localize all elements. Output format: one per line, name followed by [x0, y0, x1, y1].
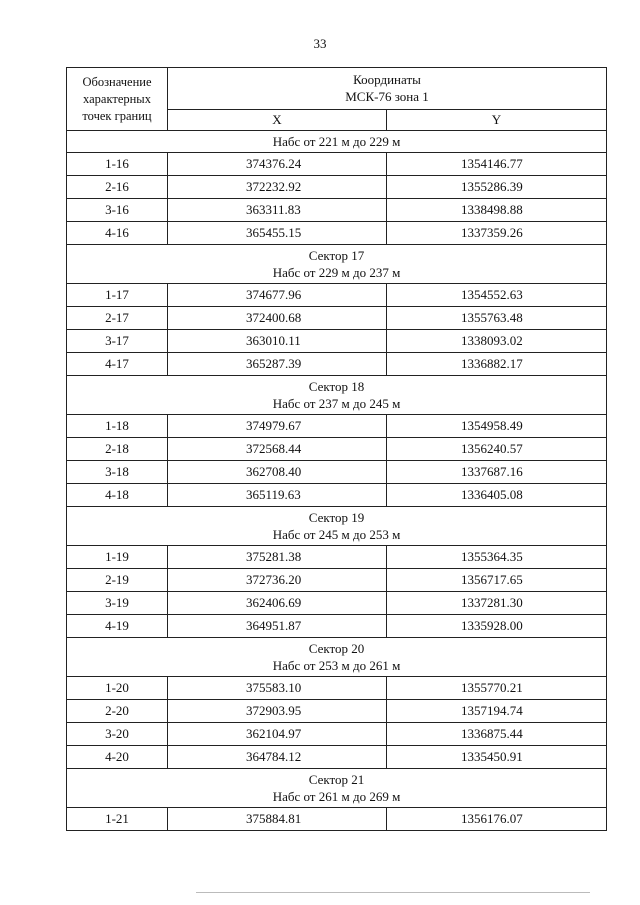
coordinates-header — [168, 68, 607, 110]
section-header-row — [67, 131, 607, 153]
point-cell: 1-21 — [67, 808, 168, 831]
y-coordinate-cell: 1337281.30 — [387, 592, 607, 615]
point-cell: 2-18 — [67, 438, 168, 461]
point-cell: 1-19 — [67, 546, 168, 569]
table-row — [67, 199, 607, 222]
x-coordinate-cell: 365287.39 — [168, 353, 387, 376]
x-coordinate-cell: 362104.97 — [168, 723, 387, 746]
point-cell: 4-16 — [67, 222, 168, 245]
x-coordinate-cell: 372903.95 — [168, 700, 387, 723]
sector-title: Сектор 20 — [308, 641, 365, 656]
table-row — [67, 330, 607, 353]
table-row — [67, 808, 607, 831]
table-row — [67, 307, 607, 330]
y-coordinate-cell: 1338498.88 — [387, 199, 607, 222]
coordinates-table — [66, 67, 607, 831]
y-coordinate-cell: 1354552.63 — [387, 284, 607, 307]
y-coordinate-cell: 1355286.39 — [387, 176, 607, 199]
table-row — [67, 153, 607, 176]
coordinates-title: Координаты — [353, 72, 421, 88]
x-coordinate-cell: 374376.24 — [168, 153, 387, 176]
section-header-row — [67, 507, 607, 546]
section-header — [67, 245, 607, 284]
x-coordinate-cell: 372568.44 — [168, 438, 387, 461]
x-coordinate-cell: 372232.92 — [168, 176, 387, 199]
section-header — [67, 131, 607, 153]
point-designation-header: Обозначение характерных точек границ — [67, 68, 168, 131]
x-coordinate-cell: 362406.69 — [168, 592, 387, 615]
y-coordinate-cell: 1336875.44 — [387, 723, 607, 746]
table-row — [67, 461, 607, 484]
table-row — [67, 546, 607, 569]
x-coordinate-cell: 374979.67 — [168, 415, 387, 438]
table-row — [67, 592, 607, 615]
x-coordinate-cell: 375281.38 — [168, 546, 387, 569]
section-header — [67, 376, 607, 415]
y-coordinate-cell: 1336882.17 — [387, 353, 607, 376]
elevation-range: Набс от 253 м до 261 м — [272, 658, 401, 673]
x-coordinate-cell: 364951.87 — [168, 615, 387, 638]
elevation-range: Набс от 245 м до 253 м — [272, 527, 401, 542]
y-coordinate-cell: 1356176.07 — [387, 808, 607, 831]
y-coordinate-cell: 1335928.00 — [387, 615, 607, 638]
footer-rule — [196, 892, 590, 893]
section-header-row — [67, 638, 607, 677]
point-cell: 2-19 — [67, 569, 168, 592]
point-cell: 2-17 — [67, 307, 168, 330]
table-row — [67, 746, 607, 769]
table-row — [67, 615, 607, 638]
sector-title: Сектор 18 — [308, 379, 365, 394]
point-cell: 1-17 — [67, 284, 168, 307]
point-cell: 3-18 — [67, 461, 168, 484]
section-header — [67, 638, 607, 677]
y-column-header: Y — [387, 109, 607, 130]
section-header-row — [67, 769, 607, 808]
y-coordinate-cell: 1337359.26 — [387, 222, 607, 245]
x-coordinate-cell: 372400.68 — [168, 307, 387, 330]
elevation-range: Набс от 237 м до 245 м — [272, 396, 401, 411]
section-header-row — [67, 245, 607, 284]
x-coordinate-cell: 362708.40 — [168, 461, 387, 484]
point-cell: 4-18 — [67, 484, 168, 507]
elevation-range: Набс от 221 м до 229 м — [272, 133, 401, 149]
table-row — [67, 353, 607, 376]
elevation-range: Набс от 229 м до 237 м — [272, 265, 401, 280]
point-cell: 4-19 — [67, 615, 168, 638]
y-coordinate-cell: 1337687.16 — [387, 461, 607, 484]
x-coordinate-cell: 374677.96 — [168, 284, 387, 307]
x-coordinate-cell: 364784.12 — [168, 746, 387, 769]
x-coordinate-cell: 375884.81 — [168, 808, 387, 831]
sector-title: Сектор 19 — [308, 510, 365, 525]
table-row — [67, 677, 607, 700]
y-coordinate-cell: 1338093.02 — [387, 330, 607, 353]
x-coordinate-cell: 365119.63 — [168, 484, 387, 507]
x-coordinate-cell: 363311.83 — [168, 199, 387, 222]
point-cell: 2-16 — [67, 176, 168, 199]
point-cell: 3-17 — [67, 330, 168, 353]
section-header — [67, 769, 607, 808]
table-header — [67, 68, 607, 131]
table-row — [67, 176, 607, 199]
table-row — [67, 569, 607, 592]
page-number: 33 — [313, 36, 327, 51]
x-coordinate-cell: 375583.10 — [168, 677, 387, 700]
point-cell: 1-18 — [67, 415, 168, 438]
y-coordinate-cell: 1356717.65 — [387, 569, 607, 592]
y-coordinate-cell: 1356240.57 — [387, 438, 607, 461]
table-row — [67, 700, 607, 723]
y-coordinate-cell: 1357194.74 — [387, 700, 607, 723]
table-row — [67, 438, 607, 461]
point-cell: 4-20 — [67, 746, 168, 769]
point-cell: 1-16 — [67, 153, 168, 176]
point-cell: 3-19 — [67, 592, 168, 615]
table-row — [67, 222, 607, 245]
x-coordinate-cell: 365455.15 — [168, 222, 387, 245]
sector-title: Сектор 21 — [308, 772, 365, 787]
y-coordinate-cell: 1355770.21 — [387, 677, 607, 700]
x-coordinate-cell: 363010.11 — [168, 330, 387, 353]
table-row — [67, 723, 607, 746]
sector-title: Сектор 17 — [308, 248, 365, 263]
coordinate-system: МСК-76 зона 1 — [345, 89, 429, 105]
y-coordinate-cell: 1354958.49 — [387, 415, 607, 438]
point-cell: 1-20 — [67, 677, 168, 700]
y-coordinate-cell: 1354146.77 — [387, 153, 607, 176]
y-coordinate-cell: 1355763.48 — [387, 307, 607, 330]
point-cell: 3-16 — [67, 199, 168, 222]
table-row — [67, 415, 607, 438]
elevation-range: Набс от 261 м до 269 м — [272, 789, 401, 804]
point-cell: 3-20 — [67, 723, 168, 746]
point-cell: 2-20 — [67, 700, 168, 723]
y-coordinate-cell: 1335450.91 — [387, 746, 607, 769]
section-header — [67, 507, 607, 546]
table-row — [67, 284, 607, 307]
table-row — [67, 484, 607, 507]
x-column-header: X — [168, 109, 387, 130]
section-header-row — [67, 376, 607, 415]
y-coordinate-cell: 1336405.08 — [387, 484, 607, 507]
table-body — [67, 131, 607, 831]
x-coordinate-cell: 372736.20 — [168, 569, 387, 592]
point-cell: 4-17 — [67, 353, 168, 376]
y-coordinate-cell: 1355364.35 — [387, 546, 607, 569]
